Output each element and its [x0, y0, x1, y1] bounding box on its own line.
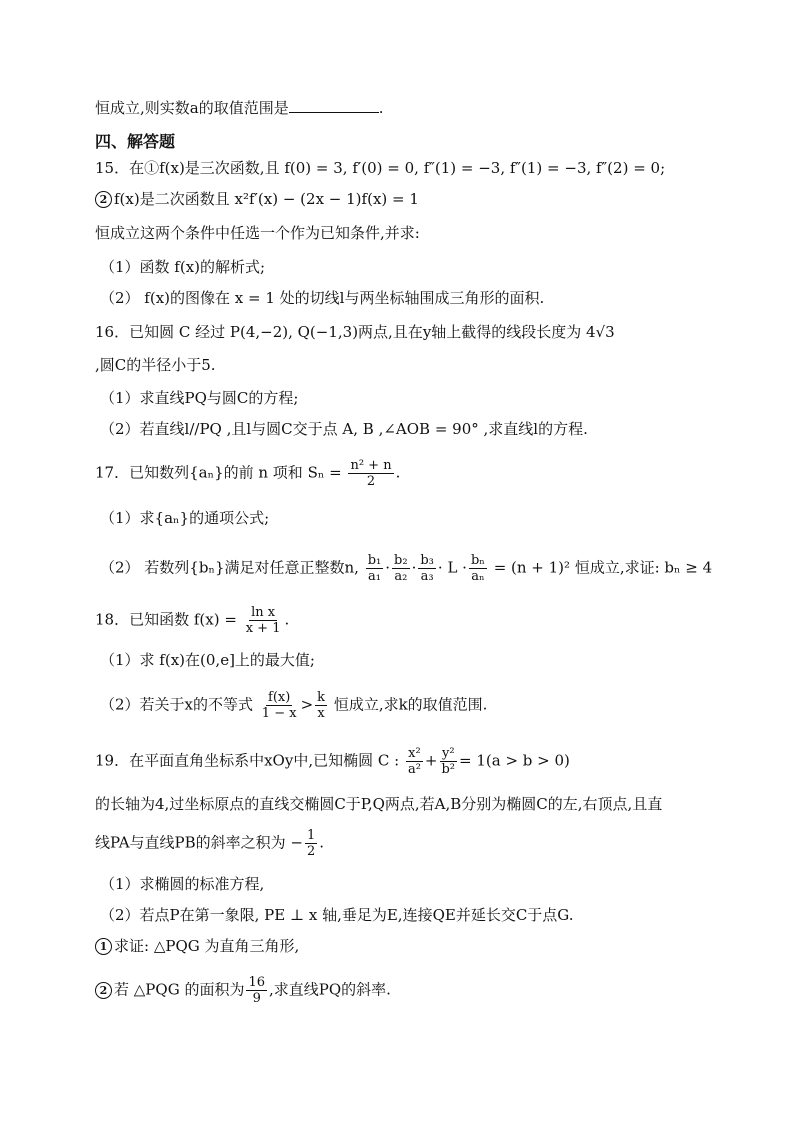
q19-stem-cont-2: 线PA与直线PB的斜率之积为 − $\frac{1}{2}$ . [95, 828, 325, 859]
q19-part-2: （2）若点P在第一象限, PE ⊥ x 轴,垂足为E,连接QE并延长交C于点G. [100, 906, 574, 924]
q18-part-1: （1）求 f(x)在(0,e]上的最大值; [100, 651, 315, 669]
q14-tail: 恒成立,则实数a的取值范围是 . [95, 99, 384, 117]
fraction: $\frac{\text{ln x}}{x + 1}$ [245, 605, 281, 636]
q16-stem-cont: ,圆C的半径小于5. [95, 356, 216, 374]
fraction: $\frac{1}{2}$ [307, 828, 316, 859]
q17-stem: 17．已知数列{aₙ}的前 n 项和 Sₙ = $\frac{\text{n² + n}}{2}$ . [95, 458, 401, 489]
fraction: $\frac{\text{b₂}}{\text{a₂}}$ [394, 553, 408, 584]
circled-number: 1 [95, 938, 112, 955]
q16-part-1: （1）求直线PQ与圆C的方程; [100, 389, 299, 407]
q19-stem-cont: 的长轴为4,过坐标原点的直线交椭圆C于P,Q两点,若A,B分别为椭圆C的左,右顶点,且直 [95, 795, 663, 813]
q15-part-2: （2） f(x)的图像在 x = 1 处的切线l与两坐标轴围成三角形的面积. [100, 289, 545, 307]
q15-part-1: （1）函数 f(x)的解析式; [100, 258, 266, 276]
q19-part-2a: 1 求证: △PQG 为直角三角形, [95, 936, 299, 956]
q18-stem: 18．已知函数 f(x) = $\frac{\text{ln x}}{x + 1}$ . [95, 605, 290, 636]
section-heading: 四、解答题 [95, 132, 176, 151]
q19-part-1: （1）求椭圆的标准方程, [100, 875, 265, 893]
q16-stem: 16．已知圆 C 经过 P(4,−2), Q(−1,3)两点,且在y轴上截得的线段长度为 4√3 [95, 323, 615, 341]
fraction: $\frac{\text{y²}}{\text{b²}}$ [441, 746, 456, 777]
fraction: $\frac{\text{b₃}}{\text{a₃}}$ [420, 553, 434, 584]
fraction: $\frac{\text{x²}}{\text{a²}}$ [407, 746, 421, 777]
fraction: $\frac{\text{b₁}}{\text{a₁}}$ [367, 553, 382, 584]
q17-part-1: （1）求{aₙ}的通项公式; [100, 509, 270, 527]
fraction: $\frac{f(x)}{1 - x}$ [261, 690, 297, 721]
fraction: $\frac{\text{n² + n}}{2}$ [350, 458, 392, 489]
fraction: $\frac{k}{x}$ [317, 690, 326, 721]
q15-instruction: 恒成立这两个条件中任选一个作为已知条件,并求: [95, 224, 420, 242]
q19-stem: 19．在平面直角坐标系中xOy中,已知椭圆 C : $\frac{\text{x²}}{\text{a²}}$ + $\frac{\text{y²}}{\text{b²}}$ = 1(a > b > 0) [95, 746, 570, 777]
q15-condition-1: 15．在①f(x)是三次函数,且 f(0) = 3, f′(0) = 0, f″(1) = −3, f″(1) = −3, f″(2) = 0; [95, 159, 666, 177]
circled-number: 2 [95, 982, 112, 999]
answer-blank [289, 98, 379, 113]
fraction: $\frac{\text{bₙ}}{\text{aₙ}}$ [470, 553, 485, 584]
q17-part-2: （2） 若数列{bₙ}满足对任意正整数n, $\frac{\text{b₁}}{\text{a₁}}$ · $\frac{\text{b₂}}{\text{a₂}}$ · $\frac{\text{b₃}}{\text{a₃}}$ · L · $\frac{\text{bₙ}}{\text{aₙ}}$ = (n + 1)² 恒成立,求证: bₙ ≥ 4 [100, 553, 713, 584]
fraction: $\frac{16}{9}$ [248, 975, 265, 1006]
circled-number: 2 [95, 191, 112, 208]
q18-part-2: （2）若关于x的不等式 $\frac{f(x)}{1 - x}$ > $\frac{k}{x}$ 恒成立,求k的取值范围. [100, 690, 488, 721]
q16-part-2: （2）若直线l//PQ ,且l与圆C交于点 A, B ,∠AOB = 90° ,求直线l的方程. [100, 420, 588, 438]
q19-part-2b: 2 若 △PQG 的面积为 $\frac{16}{9}$ ,求直线PQ的斜率. [95, 975, 391, 1006]
q15-condition-2: 2 f(x)是二次函数且 x²f′(x) − (2x − 1)f(x) = 1 [95, 189, 419, 209]
